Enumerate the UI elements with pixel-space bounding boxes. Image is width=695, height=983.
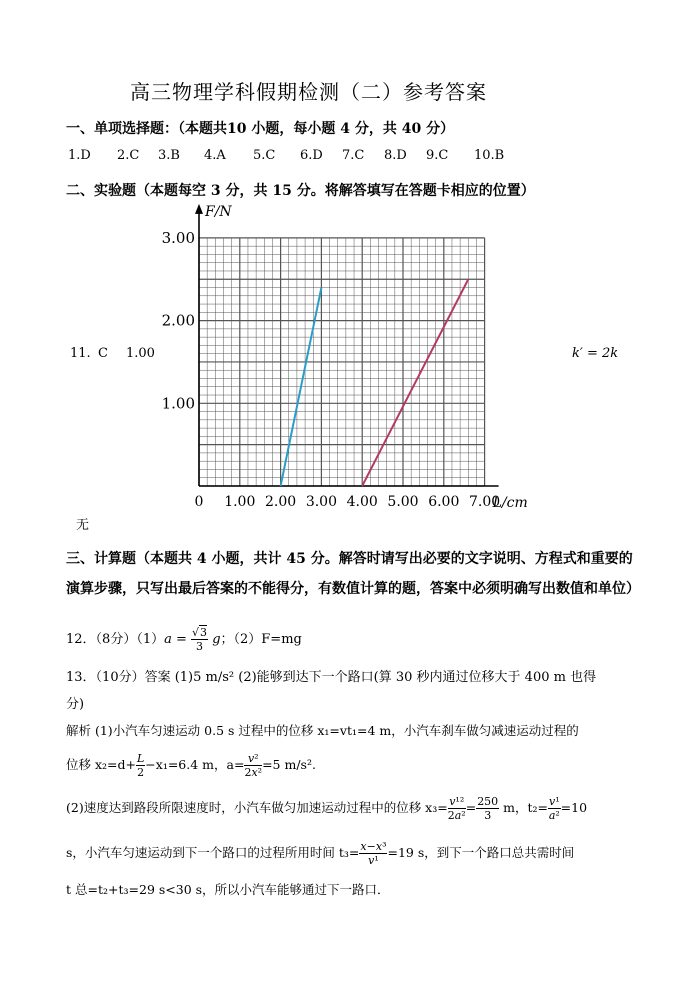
x-tick-label: 1.00 bbox=[224, 494, 256, 510]
y-axis-arrow bbox=[195, 204, 203, 214]
text-segment: −x₁=6.4 m，a= bbox=[145, 757, 245, 772]
y-tick-label: 1.00 bbox=[161, 394, 195, 413]
x-tick-label: 6.00 bbox=[428, 494, 460, 510]
fraction-L-over-2: $\frac{L}{2}$ bbox=[136, 752, 145, 779]
q13-line2: 分) bbox=[66, 697, 85, 712]
fraction-250-over-3: $\frac{250}{3}$ bbox=[477, 795, 499, 822]
q13-analysis1: 解析 (1)小汽车匀速运动 0.5 s 过程中的位移 x₁=vt₁=4 m，小汽车刹车做匀减速运动过程的 bbox=[66, 723, 579, 738]
mc-answer: 9.C bbox=[426, 148, 449, 163]
q13-analysis2 bbox=[66, 752, 316, 779]
mc-answer: 3.B bbox=[158, 148, 180, 163]
q13-line5 bbox=[66, 840, 574, 867]
q11-extra: 无 bbox=[76, 518, 90, 533]
text-segment: =5 m/s². bbox=[262, 757, 316, 772]
text-segment: m，t₂= bbox=[499, 800, 549, 815]
text-segment: (2)速度达到路段所限速度时，小汽车做匀加速运动过程中的位移 x₃= bbox=[66, 800, 448, 815]
section1-heading: 一、单项选择题：（本题共10 小题，每小题 4 分，共 40 分） bbox=[66, 121, 455, 137]
fraction-v12-over-2a2: $\frac{\text{v¹²}}{\text{2a²}}$ bbox=[447, 795, 466, 822]
x-tick-label: 3.00 bbox=[305, 494, 337, 510]
text-segment: =10 bbox=[560, 800, 588, 815]
x-tick-label: 7.00 bbox=[469, 494, 501, 510]
mc-answer: 1.D bbox=[68, 148, 91, 163]
series bbox=[281, 279, 469, 486]
grid-major bbox=[199, 238, 485, 486]
fraction-v1-over-a2: $\frac{\text{v¹}}{\text{a²}}$ bbox=[548, 795, 560, 822]
force-length-chart bbox=[150, 196, 550, 516]
x-tick-label: 4.00 bbox=[346, 494, 378, 510]
q12-part2: ；（2）F=mg bbox=[220, 632, 302, 647]
page-title: 高三物理学科假期检测（二）参考答案 bbox=[130, 80, 487, 104]
q11-choice: C bbox=[98, 346, 108, 361]
q13-line6: t 总=t₂+t₃=29 s<30 s，所以小汽车能够通过下一路口． bbox=[66, 882, 390, 897]
mc-answer: 2.C bbox=[117, 148, 140, 163]
q11-value: 1.00 bbox=[126, 346, 155, 361]
mc-answer: 7.C bbox=[342, 148, 365, 163]
fraction-sqrt3-over-3: $\frac{√3}{3}$ bbox=[192, 626, 208, 653]
x-tick-label: 5.00 bbox=[387, 494, 419, 510]
x-axis-label: L/cm bbox=[492, 495, 528, 511]
section3-heading-line2: 演算步骤，只写出最后答案的不能得分，有数值计算的题，答案中必须明确写出数值和单位） bbox=[66, 581, 640, 597]
mc-answer: 6.D bbox=[300, 148, 323, 163]
text-segment: = bbox=[465, 800, 477, 815]
mc-answer: 8.D bbox=[384, 148, 407, 163]
y-axis-label: F/N bbox=[205, 203, 232, 220]
mc-answer: 4.A bbox=[204, 148, 226, 163]
mc-answer-row bbox=[0, 148, 695, 166]
red-line bbox=[362, 279, 468, 486]
x-tick-label: 0 bbox=[194, 494, 204, 510]
section2-heading: 二、实验题（本题每空 3 分，共 15 分。将解答填写在答题卡相应的位置） bbox=[66, 183, 535, 199]
labels bbox=[162, 204, 528, 511]
x-tick-label: 2.00 bbox=[265, 494, 297, 510]
fraction-x-minus-x3-over-v1: $\frac{\text{x−x³}}{\text{v¹}}$ bbox=[360, 840, 387, 867]
text-segment: =19 s，到下一个路口总共需时间 bbox=[387, 845, 575, 860]
q12-label: 12．（8分）（1） bbox=[66, 632, 165, 647]
q11-relation: k′ = 2k bbox=[572, 346, 619, 361]
q11-number: 11. bbox=[70, 346, 91, 361]
fraction-v2-over-2x2: $\frac{\text{v²}}{\text{2x²}}$ bbox=[244, 752, 263, 779]
text-segment: s，小汽车匀速运动到下一个路口的过程所用时间 t₃= bbox=[66, 845, 360, 860]
q13-line4 bbox=[66, 795, 587, 822]
text-segment: 位移 x₂=d+ bbox=[66, 757, 136, 772]
y-tick-label: 2.00 bbox=[161, 311, 195, 330]
section3-heading-line1: 三、计算题（本题共 4 小题，共计 45 分。解答时请写出必要的文字说明、方程式和重要的 bbox=[66, 551, 633, 567]
mc-answer: 5.C bbox=[253, 148, 276, 163]
q13-line1: 13．（10分）答案 (1)5 m/s² (2)能够到达下一个路口(算 30 秒内通过位移大于 400 m 也得 bbox=[66, 670, 597, 685]
q12-answer: 12．（8分）（1）a = $\frac{√3}{3}$ g；（2）F=mg bbox=[66, 626, 302, 653]
mc-answer: 10.B bbox=[474, 148, 505, 163]
y-tick-label: 3.00 bbox=[161, 228, 195, 247]
